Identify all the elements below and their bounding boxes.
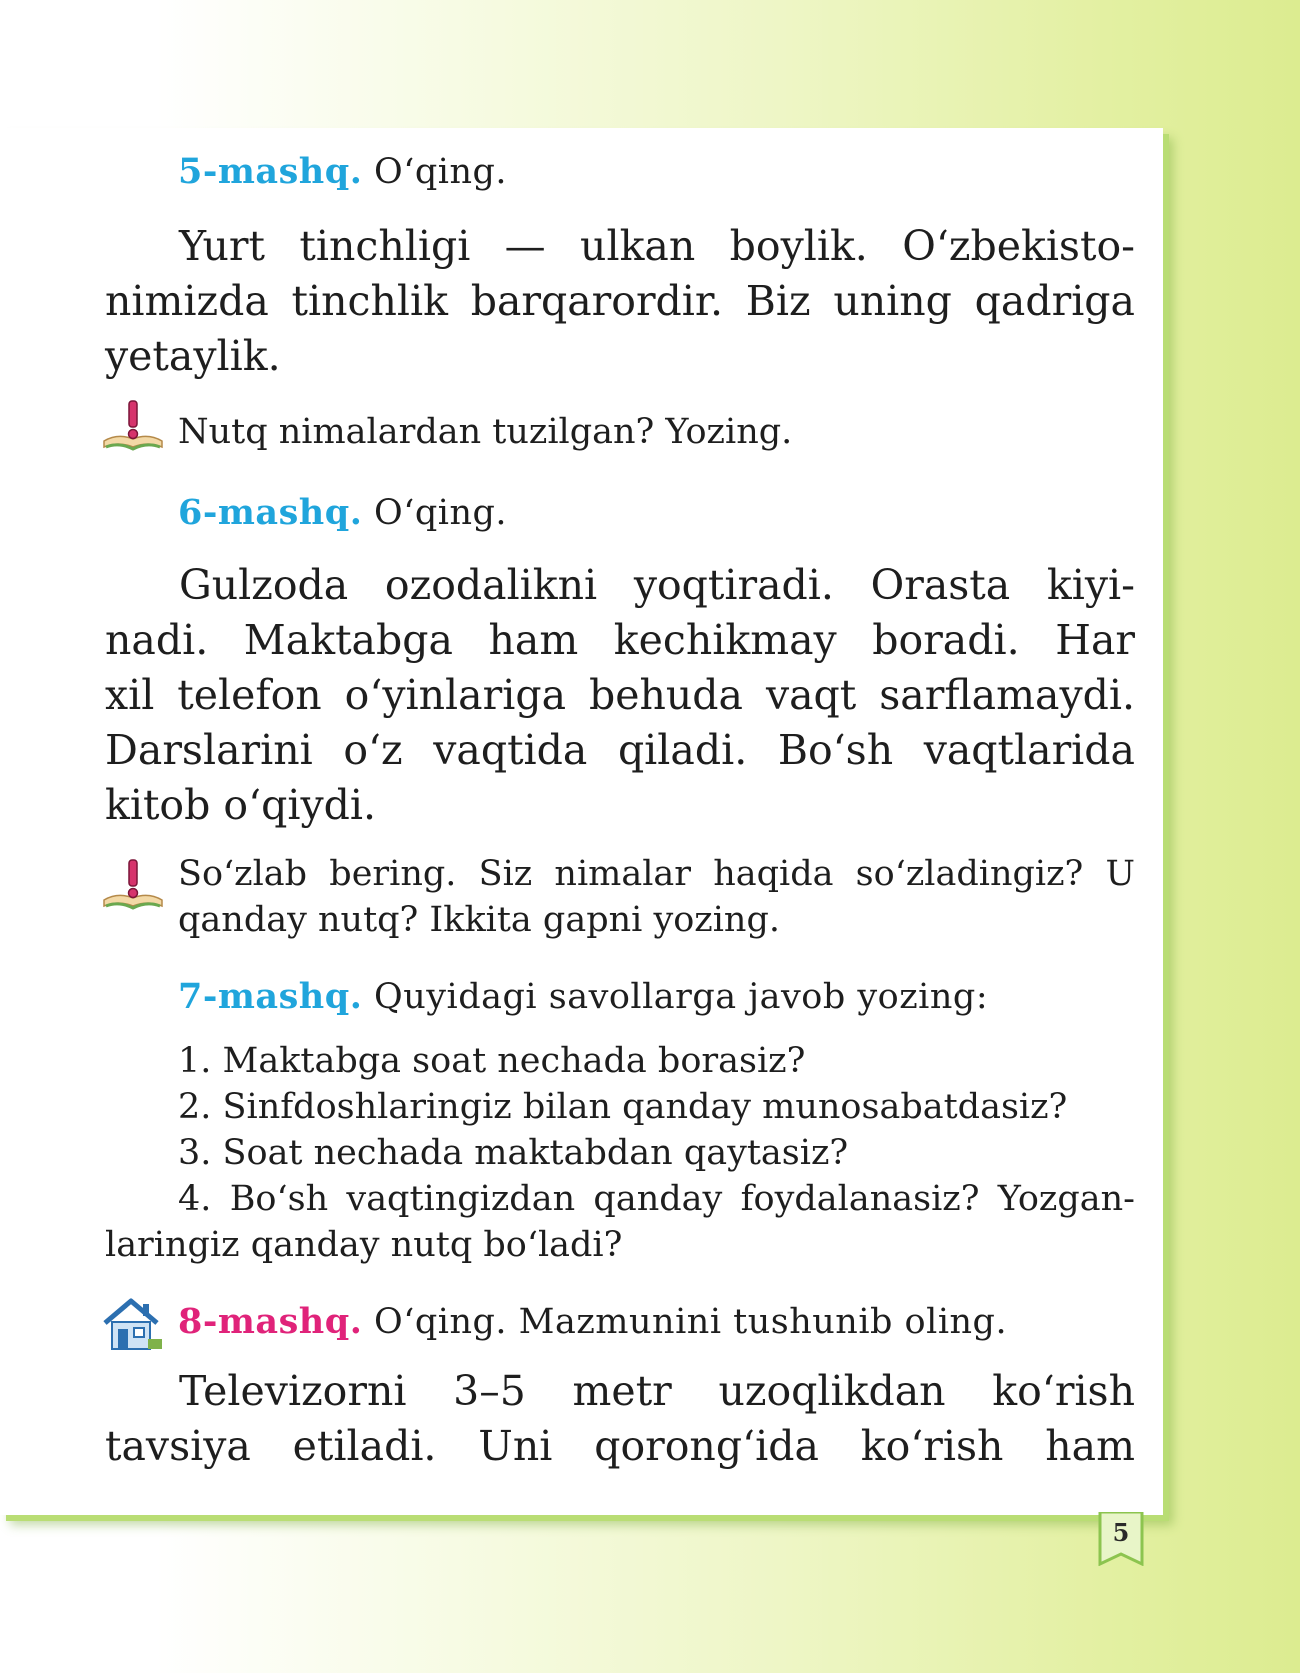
exercise-5-line: Yurt tinchligi — ulkan boylik. O‘zbekisto- xyxy=(179,222,1135,270)
exercise-6-line: Gulzoda ozodalikni yoqtiradi. Orasta kiyi- xyxy=(179,561,1135,609)
exercise-5-instruction: O‘qing. xyxy=(374,152,508,192)
exercise-6-task xyxy=(178,851,1135,943)
exercise-6-heading xyxy=(178,490,1078,536)
page-number-tab xyxy=(1098,1512,1144,1566)
exercise-6-task-line: qanday nutq? Ikkita gapni yozing. xyxy=(178,900,781,940)
exercise-7-instruction: Quyidagi savollarga javob yozing: xyxy=(374,977,989,1017)
question-item: 4. Bo‘sh vaqtingizdan qanday foydalanasiz? Yozgan- xyxy=(178,1179,1135,1219)
exercise-8-line: tavsiya etiladi. Uni qorong‘ida ko‘rish ham xyxy=(105,1422,1135,1470)
exercise-7-number: 7-mashq. xyxy=(178,976,363,1017)
exercise-6-number: 6-mashq. xyxy=(178,492,363,533)
exercise-6-line: kitob o‘qiydi. xyxy=(105,781,377,829)
exercise-5-number: 5-mashq. xyxy=(178,151,363,192)
question-item: 1. Maktabga soat nechada borasiz? xyxy=(178,1041,806,1081)
exercise-7-heading xyxy=(178,974,1128,1020)
house-icon xyxy=(101,1295,165,1353)
exercise-5-line: yetaylik. xyxy=(105,332,281,380)
page-number: 5 xyxy=(1112,1518,1130,1547)
question-item: 2. Sinfdoshlaringiz bilan qanday munosabatdasiz? xyxy=(178,1087,1068,1127)
exercise-8-text xyxy=(105,1364,1135,1474)
exercise-8-heading xyxy=(178,1299,1128,1345)
exercise-6-instruction: O‘qing. xyxy=(374,493,508,533)
book-exclamation-icon xyxy=(102,856,164,914)
exercise-7-questions xyxy=(105,1038,1135,1268)
exercise-5-task: Nutq nimalardan tuzilgan? Yozing. xyxy=(178,412,793,452)
exercise-8-instruction: O‘qing. Mazmunini tushunib oling. xyxy=(374,1302,1008,1342)
exercise-5-text xyxy=(105,219,1135,384)
exercise-6-line: nadi. Maktabga ham kechikmay boradi. Har xyxy=(105,616,1135,664)
exercise-5-line: nimizda tinchlik barqarordir. Biz uning qadriga xyxy=(105,277,1135,325)
question-item: laringiz qanday nutq bo‘ladi? xyxy=(105,1225,623,1265)
exercise-5-heading xyxy=(178,149,1078,195)
exercise-6-task-line: So‘zlab bering. Siz nimalar haqida so‘zladingiz? U xyxy=(178,854,1135,894)
question-item: 3. Soat nechada maktabdan qaytasiz? xyxy=(178,1133,849,1173)
book-exclamation-icon xyxy=(102,397,164,455)
exercise-6-line: xil telefon o‘yinlariga behuda vaqt sarflamaydi. xyxy=(105,671,1135,719)
exercise-8-number: 8-mashq. xyxy=(178,1301,363,1342)
exercise-8-line: Televizorni 3–5 metr uzoqlikdan ko‘rish xyxy=(179,1367,1135,1415)
exercise-6-text xyxy=(105,558,1135,833)
exercise-6-line: Darslarini o‘z vaqtida qiladi. Bo‘sh vaqtlarida xyxy=(105,726,1135,774)
